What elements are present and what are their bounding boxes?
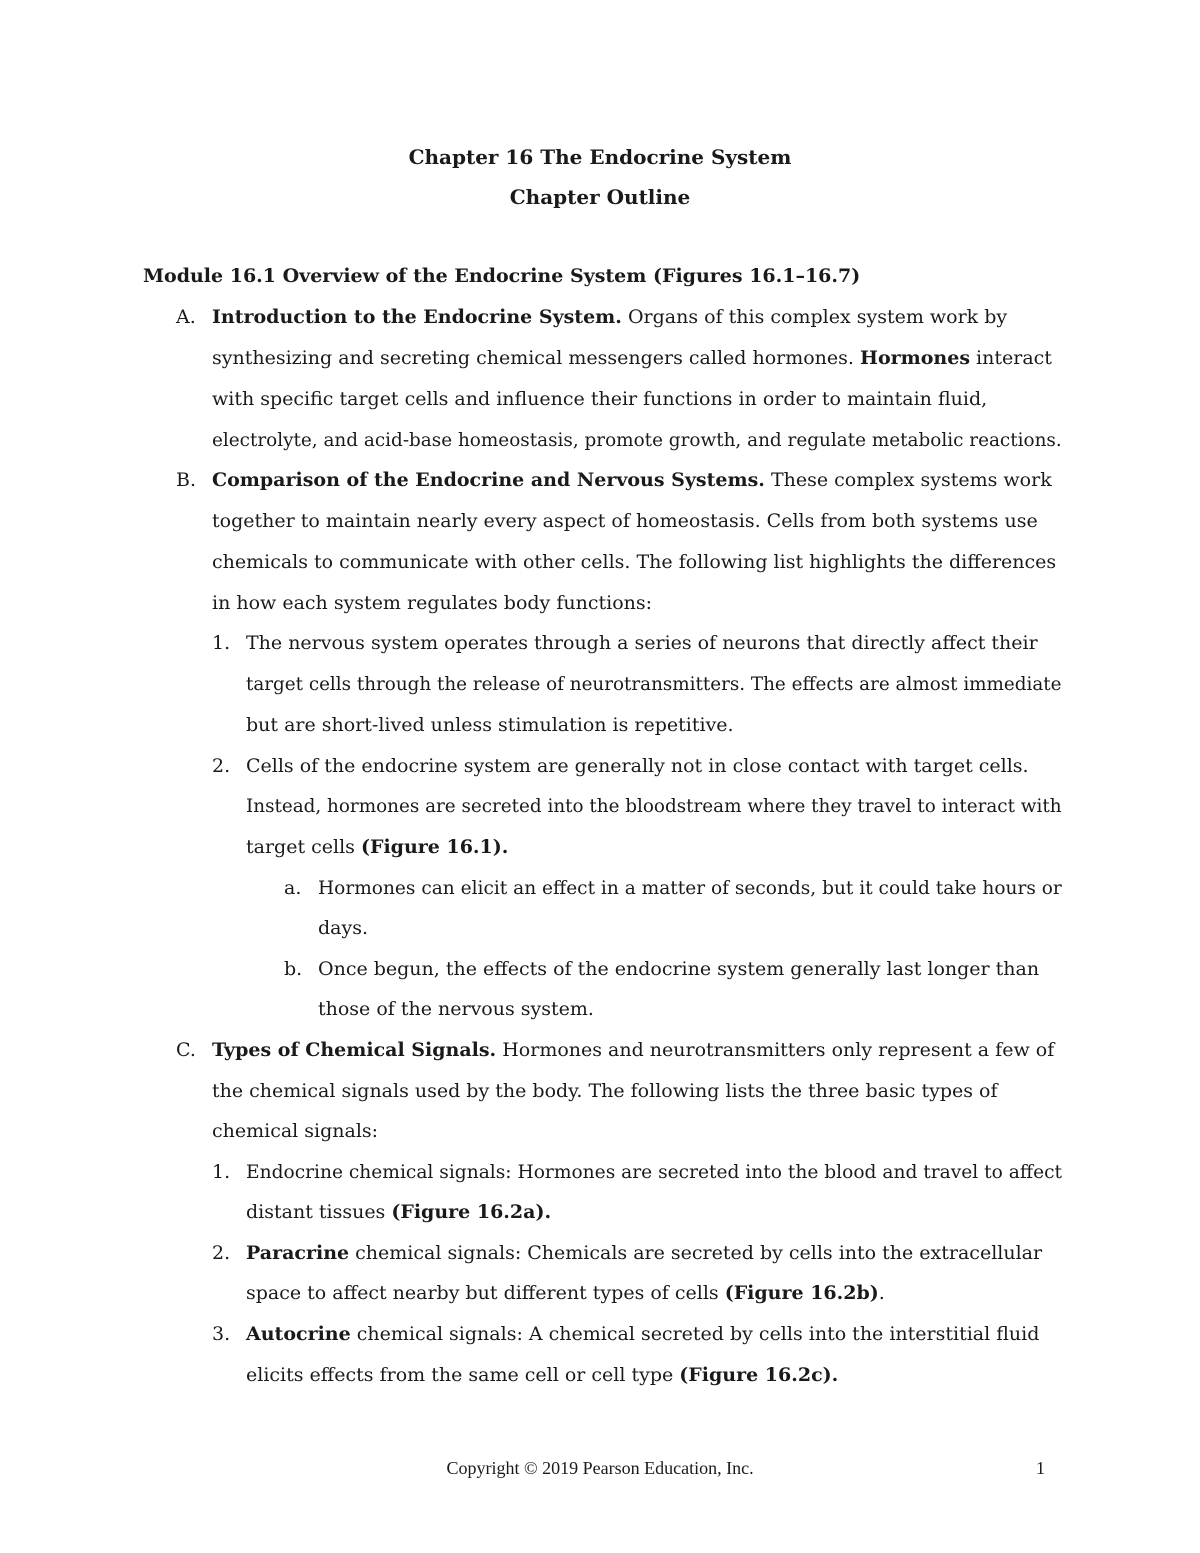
section-b-title: Comparison of the Endocrine and Nervous Systems. xyxy=(212,469,765,491)
section-a-line-4: electrolyte, and acid-base homeostasis, promote growth, and regulate metabolic reactions. xyxy=(212,429,1062,451)
section-c-line-3: chemical signals: xyxy=(212,1120,379,1142)
section-c-marker: C. xyxy=(176,1039,196,1061)
section-b-line-1: Comparison of the Endocrine and Nervous Systems. These complex systems work xyxy=(212,469,1052,491)
figure-16-2b-ref: (Figure 16.2b) xyxy=(724,1282,879,1304)
section-a-line-2: synthesizing and secreting chemical messengers called hormones. Hormones interact xyxy=(212,347,1052,369)
c-item-2-marker: 2. xyxy=(212,1242,231,1264)
section-a-line-1: Introduction to the Endocrine System. Organs of this complex system work by xyxy=(212,306,1008,328)
c-item-3-marker: 3. xyxy=(212,1323,231,1345)
figure-16-1-ref: (Figure 16.1). xyxy=(360,836,509,858)
b-item-2-line-1: Cells of the endocrine system are generally not in close contact with target cells. xyxy=(246,755,1029,777)
section-b-line-4: in how each system regulates body functions: xyxy=(212,592,653,614)
section-c-line-2: the chemical signals used by the body. The following lists the three basic types of xyxy=(212,1080,998,1102)
b-item-1-line-1: The nervous system operates through a series of neurons that directly affect their xyxy=(246,632,1038,654)
b-item-1-line-3: but are short-lived unless stimulation is repetitive. xyxy=(246,714,734,736)
section-b-line-3: chemicals to communicate with other cells. The following list highlights the differences xyxy=(212,551,1057,573)
b-sub-a-line-1: Hormones can elicit an effect in a matter of seconds, but it could take hours or xyxy=(318,877,1062,899)
section-a-title: Introduction to the Endocrine System. xyxy=(212,306,622,328)
section-b-line-2: together to maintain nearly every aspect of homeostasis. Cells from both systems use xyxy=(212,510,1038,532)
footer-copyright: Copyright © 2019 Pearson Education, Inc. xyxy=(446,1458,754,1478)
autocrine-term: Autocrine xyxy=(246,1323,351,1345)
figure-16-2c-ref: (Figure 16.2c). xyxy=(679,1364,839,1386)
outline-title: Chapter Outline xyxy=(509,185,691,209)
figure-16-2a-ref: (Figure 16.2a). xyxy=(391,1201,552,1223)
c-item-1-line-1: Endocrine chemical signals: Hormones are secreted into the blood and travel to affect xyxy=(246,1161,1062,1183)
hormones-term: Hormones xyxy=(860,347,971,369)
b-item-1-marker: 1. xyxy=(212,632,231,654)
section-a-line-3: with specific target cells and influence their functions in order to maintain fluid, xyxy=(212,388,988,410)
b-sub-b-line-2: those of the nervous system. xyxy=(318,998,594,1020)
paracrine-term: Paracrine xyxy=(246,1242,350,1264)
b-item-2-line-3: target cells (Figure 16.1). xyxy=(246,836,509,858)
section-b-marker: B. xyxy=(176,469,197,491)
page-number: 1 xyxy=(1036,1458,1045,1478)
b-sub-a-line-2: days. xyxy=(318,917,369,939)
c-item-2-line-1: Paracrine chemical signals: Chemicals are secreted by cells into the extracellular xyxy=(246,1242,1043,1264)
c-item-1-marker: 1. xyxy=(212,1161,231,1183)
b-item-1-line-2: target cells through the release of neurotransmitters. The effects are almost immediate xyxy=(246,673,1062,695)
c-item-2-line-2: space to affect nearby but different types of cells (Figure 16.2b). xyxy=(246,1282,885,1304)
section-a-marker: A. xyxy=(176,306,196,328)
b-sub-b-line-1: Once begun, the effects of the endocrine system generally last longer than xyxy=(318,958,1040,980)
c-item-1-line-2: distant tissues (Figure 16.2a). xyxy=(246,1201,552,1223)
b-sub-a-marker: a. xyxy=(284,877,302,899)
chapter-title: Chapter 16 The Endocrine System xyxy=(408,145,792,169)
b-sub-b-marker: b. xyxy=(284,958,303,980)
c-item-3-line-1: Autocrine chemical signals: A chemical secreted by cells into the interstitial fluid xyxy=(246,1323,1040,1345)
c-item-3-line-2: elicits effects from the same cell or cell type (Figure 16.2c). xyxy=(246,1364,839,1386)
b-item-2-marker: 2. xyxy=(212,755,231,777)
module-heading: Module 16.1 Overview of the Endocrine System (Figures 16.1–16.7) xyxy=(143,265,861,287)
section-c-title: Types of Chemical Signals. xyxy=(212,1039,497,1061)
b-item-2-line-2: Instead, hormones are secreted into the bloodstream where they travel to interact with xyxy=(246,795,1062,817)
section-c-line-1: Types of Chemical Signals. Hormones and neurotransmitters only represent a few of xyxy=(212,1039,1055,1061)
